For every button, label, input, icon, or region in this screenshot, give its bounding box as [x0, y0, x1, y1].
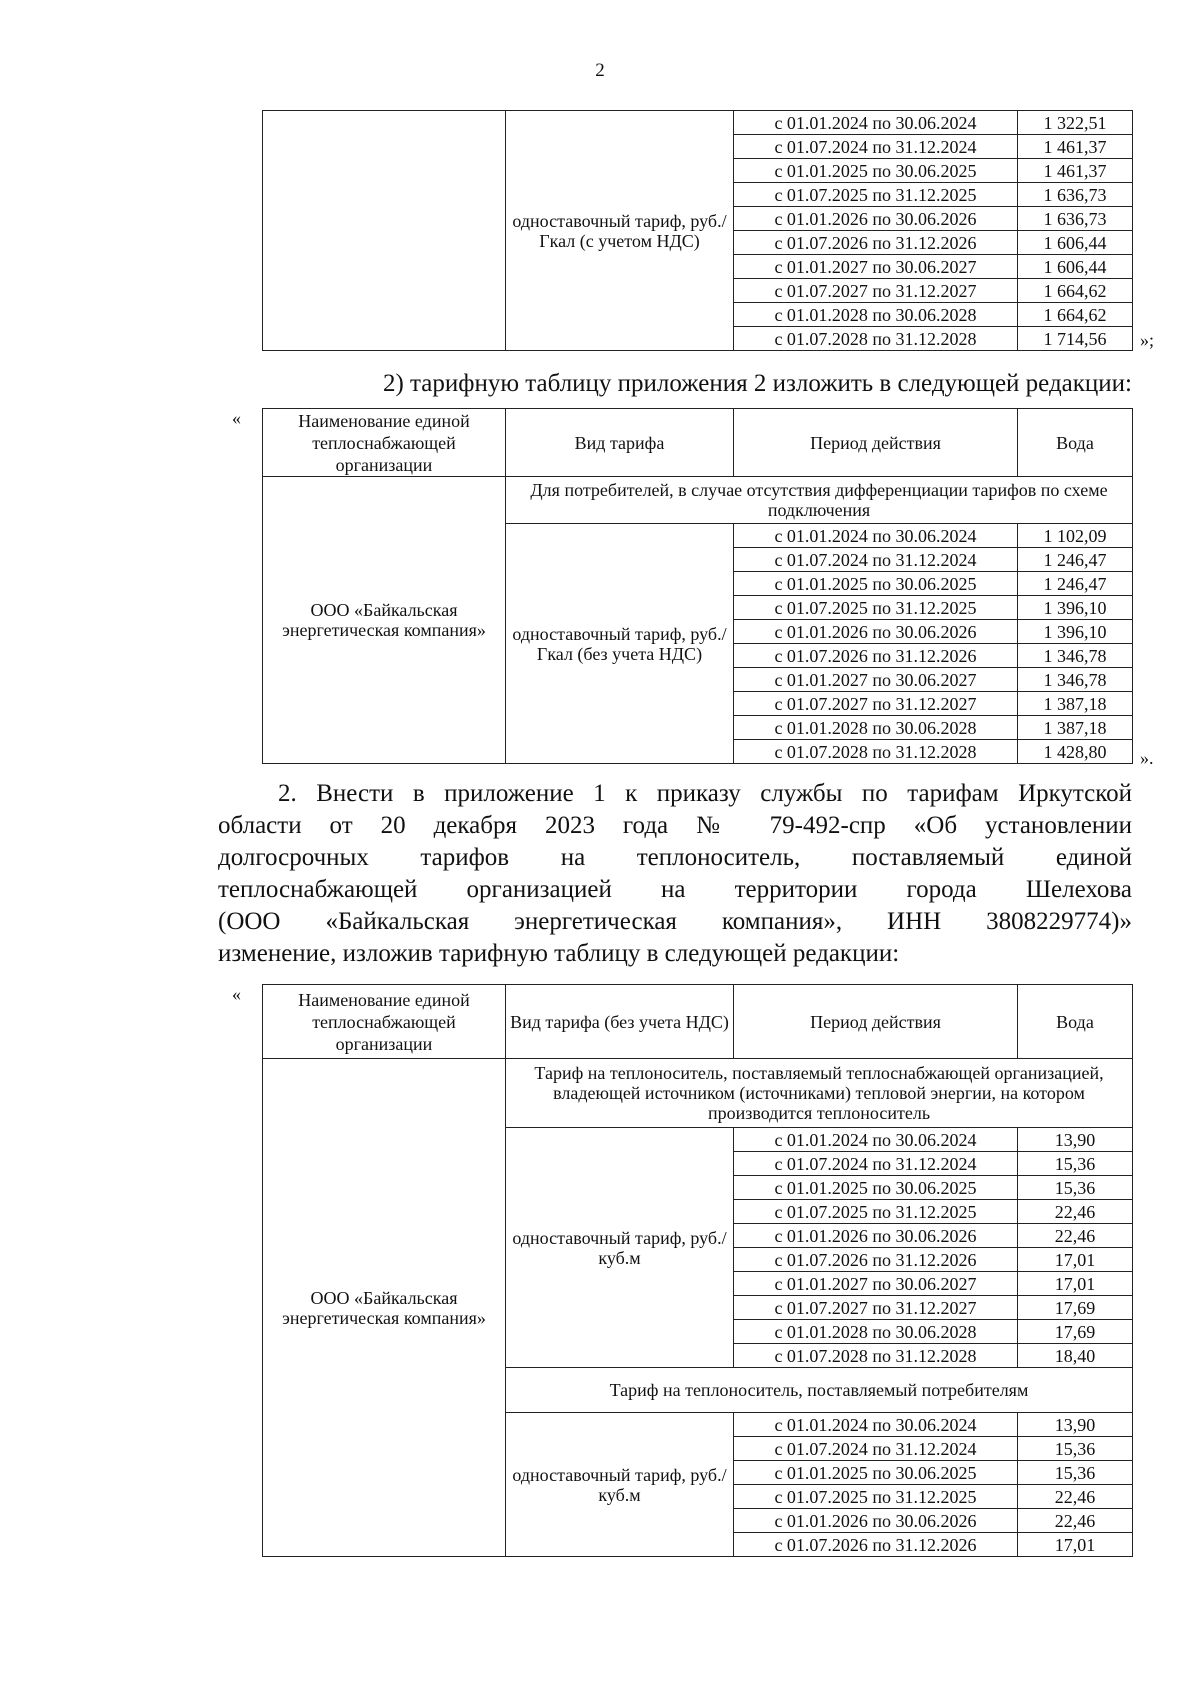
- period-cell: с 01.01.2028 по 30.06.2028: [734, 303, 1018, 327]
- value-cell: 18,40: [1018, 1344, 1133, 1368]
- table1-close-mark: »;: [1140, 330, 1155, 350]
- period-cell: с 01.07.2025 по 31.12.2025: [734, 183, 1018, 207]
- value-cell: 15,36: [1018, 1176, 1133, 1200]
- value-cell: 17,69: [1018, 1296, 1133, 1320]
- period-cell: с 01.01.2025 по 30.06.2025: [734, 159, 1018, 183]
- value-cell: 15,36: [1018, 1152, 1133, 1176]
- period-cell: с 01.01.2025 по 30.06.2025: [734, 572, 1018, 596]
- period-cell: с 01.01.2025 по 30.06.2025: [734, 1176, 1018, 1200]
- header-org: Наименование единой теплоснабжающей организации: [263, 409, 506, 477]
- section-2-paragraph: [218, 778, 1132, 970]
- period-cell: с 01.07.2025 по 31.12.2025: [734, 596, 1018, 620]
- value-cell: 1 606,44: [1018, 255, 1133, 279]
- period-cell: с 01.07.2025 по 31.12.2025: [734, 1485, 1018, 1509]
- value-cell: 1 428,80: [1018, 740, 1133, 764]
- table-row: [263, 111, 1133, 135]
- section-row: [263, 1059, 1133, 1128]
- header-water: Вода: [1018, 409, 1133, 477]
- value-cell: 1 102,09: [1018, 524, 1133, 548]
- value-cell: 1 346,78: [1018, 668, 1133, 692]
- section-2-line: долгосрочных тарифов на теплоноситель, поставляемый единой: [218, 844, 1132, 871]
- value-cell: 1 387,18: [1018, 716, 1133, 740]
- value-cell: 22,46: [1018, 1509, 1133, 1533]
- period-cell: с 01.01.2027 по 30.06.2027: [734, 668, 1018, 692]
- table-header-row: [263, 409, 1133, 477]
- header-period: Период действия: [734, 409, 1018, 477]
- value-cell: 17,01: [1018, 1272, 1133, 1296]
- tariff-table-3: [262, 984, 1133, 1557]
- period-cell: с 01.01.2024 по 30.06.2024: [734, 1128, 1018, 1152]
- value-cell: 1 606,44: [1018, 231, 1133, 255]
- header-tariff: Вид тарифа (без учета НДС): [506, 985, 734, 1059]
- period-cell: с 01.01.2026 по 30.06.2026: [734, 207, 1018, 231]
- period-cell: с 01.07.2024 по 31.12.2024: [734, 548, 1018, 572]
- period-cell: с 01.07.2028 по 31.12.2028: [734, 1344, 1018, 1368]
- period-cell: с 01.07.2025 по 31.12.2025: [734, 1200, 1018, 1224]
- period-cell: с 01.01.2027 по 30.06.2027: [734, 1272, 1018, 1296]
- org-name-cell: ООО «Байкальская энергетическая компания»: [263, 1059, 506, 1557]
- header-period: Период действия: [734, 985, 1018, 1059]
- value-cell: 1 461,37: [1018, 135, 1133, 159]
- period-cell: с 01.07.2028 по 31.12.2028: [734, 327, 1018, 351]
- tariff-type-cell: одноставочный тариф, руб./куб.м: [506, 1413, 734, 1557]
- org-name-cell: ООО «Байкальская энергетическая компания»: [263, 477, 506, 764]
- period-cell: с 01.07.2026 по 31.12.2026: [734, 231, 1018, 255]
- tariff-table-1: [262, 110, 1133, 351]
- section-2-line: 2. Внести в приложение 1 к приказу службы по тарифам Иркутской: [278, 780, 1132, 807]
- value-cell: 17,69: [1018, 1320, 1133, 1344]
- tariff-type-cell: одноставочный тариф, руб./Гкал (без учета НДС): [506, 524, 734, 764]
- section-2-line: области от 20 декабря 2023 года № 79-492-спр «Об установлении: [218, 812, 1132, 839]
- tariff-type-cell: одноставочный тариф, руб./Гкал (с учетом НДС): [506, 111, 734, 351]
- period-cell: с 01.07.2024 по 31.12.2024: [734, 135, 1018, 159]
- period-cell: с 01.01.2024 по 30.06.2024: [734, 524, 1018, 548]
- header-water: Вода: [1018, 985, 1133, 1059]
- value-cell: 1 636,73: [1018, 183, 1133, 207]
- value-cell: 1 714,56: [1018, 327, 1133, 351]
- period-cell: с 01.01.2026 по 30.06.2026: [734, 1509, 1018, 1533]
- value-cell: 13,90: [1018, 1128, 1133, 1152]
- period-cell: с 01.01.2028 по 30.06.2028: [734, 716, 1018, 740]
- value-cell: 15,36: [1018, 1437, 1133, 1461]
- table-header-row: [263, 985, 1133, 1059]
- value-cell: 17,01: [1018, 1533, 1133, 1557]
- value-cell: 1 461,37: [1018, 159, 1133, 183]
- table2-open-mark: «: [232, 408, 241, 428]
- org-name-cell-empty: [263, 111, 506, 351]
- page-number: 2: [595, 60, 605, 81]
- period-cell: с 01.01.2028 по 30.06.2028: [734, 1320, 1018, 1344]
- period-cell: с 01.01.2026 по 30.06.2026: [734, 620, 1018, 644]
- table2-close-mark: ».: [1140, 748, 1154, 768]
- section-2-line: изменение, изложив тарифную таблицу в следующей редакции:: [218, 940, 900, 967]
- value-cell: 1 346,78: [1018, 644, 1133, 668]
- period-cell: с 01.01.2024 по 30.06.2024: [734, 111, 1018, 135]
- value-cell: 1 246,47: [1018, 548, 1133, 572]
- period-cell: с 01.07.2024 по 31.12.2024: [734, 1437, 1018, 1461]
- section-row: [263, 477, 1133, 524]
- period-cell: с 01.01.2027 по 30.06.2027: [734, 255, 1018, 279]
- value-cell: 22,46: [1018, 1224, 1133, 1248]
- table3-open-mark: «: [232, 984, 241, 1004]
- value-cell: 1 664,62: [1018, 303, 1133, 327]
- period-cell: с 01.07.2024 по 31.12.2024: [734, 1152, 1018, 1176]
- period-cell: с 01.01.2025 по 30.06.2025: [734, 1461, 1018, 1485]
- section-2-line: теплоснабжающей организацией на территории города Шелехова: [218, 876, 1132, 903]
- value-cell: 15,36: [1018, 1461, 1133, 1485]
- section-title-cell: Тариф на теплоноситель, поставляемый теплоснабжающей организацией, владеющей источником (источниками) тепловой энергии, на котором производится теплоноситель: [506, 1059, 1133, 1128]
- period-cell: с 01.07.2027 по 31.12.2027: [734, 1296, 1018, 1320]
- period-cell: с 01.07.2028 по 31.12.2028: [734, 740, 1018, 764]
- value-cell: 1 664,62: [1018, 279, 1133, 303]
- period-cell: с 01.07.2026 по 31.12.2026: [734, 1533, 1018, 1557]
- section-2-line: (ООО «Байкальская энергетическая компания», ИНН 3808229774)»: [218, 908, 1132, 935]
- period-cell: с 01.01.2026 по 30.06.2026: [734, 1224, 1018, 1248]
- tariff-type-cell: одноставочный тариф, руб./куб.м: [506, 1128, 734, 1368]
- value-cell: 1 322,51: [1018, 111, 1133, 135]
- header-tariff: Вид тарифа: [506, 409, 734, 477]
- period-cell: с 01.07.2027 по 31.12.2027: [734, 279, 1018, 303]
- value-cell: 13,90: [1018, 1413, 1133, 1437]
- section-title-cell: Тариф на теплоноситель, поставляемый потребителям: [506, 1368, 1133, 1413]
- value-cell: 1 396,10: [1018, 620, 1133, 644]
- tariff-table-2: [262, 408, 1133, 764]
- header-org: Наименование единой теплоснабжающей организации: [263, 985, 506, 1059]
- value-cell: 22,46: [1018, 1200, 1133, 1224]
- value-cell: 1 636,73: [1018, 207, 1133, 231]
- value-cell: 17,01: [1018, 1248, 1133, 1272]
- value-cell: 22,46: [1018, 1485, 1133, 1509]
- period-cell: с 01.07.2026 по 31.12.2026: [734, 1248, 1018, 1272]
- section-title-cell: Для потребителей, в случае отсутствия дифференциации тарифов по схеме подключения: [506, 477, 1133, 524]
- item-2-text: 2) тарифную таблицу приложения 2 изложить в следующей редакции:: [382, 370, 1132, 397]
- period-cell: с 01.01.2024 по 30.06.2024: [734, 1413, 1018, 1437]
- value-cell: 1 387,18: [1018, 692, 1133, 716]
- period-cell: с 01.07.2027 по 31.12.2027: [734, 692, 1018, 716]
- value-cell: 1 396,10: [1018, 596, 1133, 620]
- period-cell: с 01.07.2026 по 31.12.2026: [734, 644, 1018, 668]
- value-cell: 1 246,47: [1018, 572, 1133, 596]
